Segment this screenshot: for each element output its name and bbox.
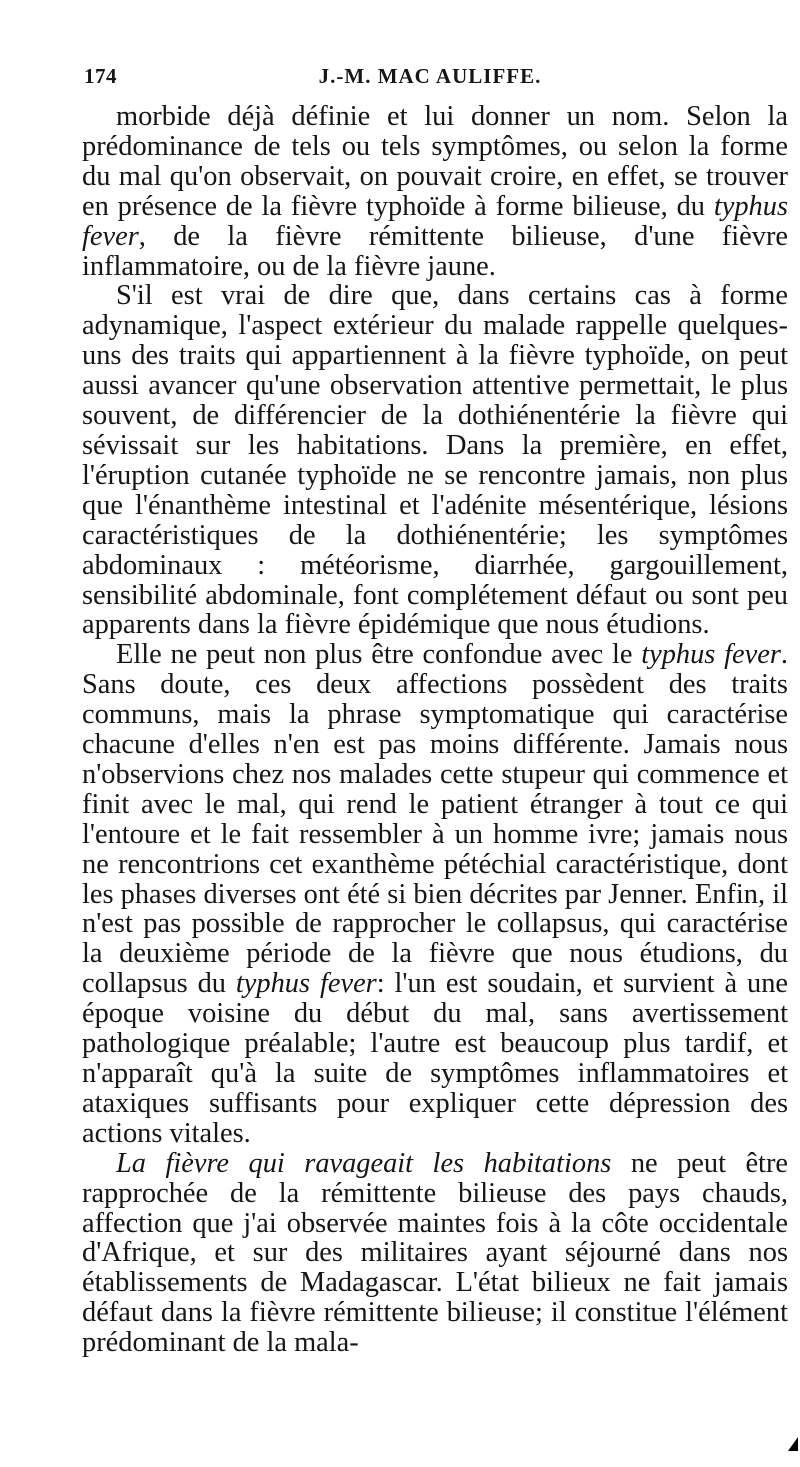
text-run: S'il est vrai de dire que, dans certains cas à forme adynamique, l'aspect extérieur du malade rappelle quelques-uns des traits qui appartiennent à la fièvre typhoïde, on peut aussi avancer qu'une observation attentive permettait, le plus souvent, de différencier de la dothiénentérie la fièvre qui sévissait sur les habitations. Dans la première, en effet, l'éruption cutanée typhoïde ne se rencontre jamais, non plus que l'énanthème intestinal et l'adénite mésentérique, lésions caractéristiques de la dothiénentérie; les symptômes abdominaux : météorisme, diarrhée, gargouillement, sensibilité abdominale, font complétement défaut ou sont peu apparents dans la fièvre épidémique que nous étudions. xyxy=(82,280,788,641)
text-run: . Sans doute, ces deux affections possèdent des traits communs, mais la phrase symptomatique qui caractérise chacune d'elles n'en est pas moins différente. Jamais nous n'observions chez nos malades cette stupeur qui commence et finit avec le mal, qui rend le patient étranger à tout ce qui l'entoure et le fait ressembler à un homme ivre; jamais nous ne rencontrions cet exanthème pétéchial caractéristique, dont les phases diverses ont été si bien décrites par Jenner. Enfin, il n'est pas possible de rapprocher le collapsus, qui caractérise la deuxième période de la fièvre que nous étudions, du collapsus du xyxy=(82,639,788,1000)
scan-corner-mark xyxy=(788,1437,798,1451)
italic-text: typhus fever xyxy=(641,639,781,671)
text-run: Elle ne peut non plus être confondue avec le xyxy=(116,639,642,671)
paragraph xyxy=(82,281,788,640)
text-run: morbide déjà définie et lui donner un nom. Selon la prédominance de tels ou tels symptômes, ou selon la forme du mal qu'on observait, on pouvait croire, en effet, se trouver en présence de la fièvre typhoïde à forme bilieuse, du xyxy=(82,101,788,222)
paragraph xyxy=(82,1149,788,1358)
italic-text: La fièvre qui ravageait les habitations xyxy=(116,1147,612,1179)
page-number: 174 xyxy=(84,64,117,88)
page-header xyxy=(80,60,780,100)
running-head: J.-M. MAC AULIFFE. xyxy=(318,64,542,88)
text-run: , de la fièvre rémittente bilieuse, d'une fièvre inflammatoire, ou de la fièvre jaune. xyxy=(82,220,788,282)
italic-text: typhus fever xyxy=(235,968,377,1000)
paragraph xyxy=(82,640,788,1148)
body-text xyxy=(82,102,788,1358)
italic-text: typhus fever xyxy=(82,190,788,252)
text-run: ne peut être rapprochée de la rémittente bilieuse des pays chauds, affection que j'ai observée maintes fois à la côte occidentale d'Afrique, et sur des militaires ayant séjourné dans nos établissements de Madagascar. L'état bilieux ne fait jamais défaut dans la fièvre rémittente bilieuse; il constitue l'élément prédominant de la mala- xyxy=(82,1147,788,1359)
paragraph xyxy=(82,102,788,281)
text-run: : l'un est soudain, et survient à une époque voisine du début du mal, sans avertissement pathologique préalable; l'autre est beaucoup plus tardif, et n'apparaît qu'à la suite de symptômes inflammatoires et ataxiques suffisants pour expliquer cette dépression des actions vitales. xyxy=(82,968,789,1149)
